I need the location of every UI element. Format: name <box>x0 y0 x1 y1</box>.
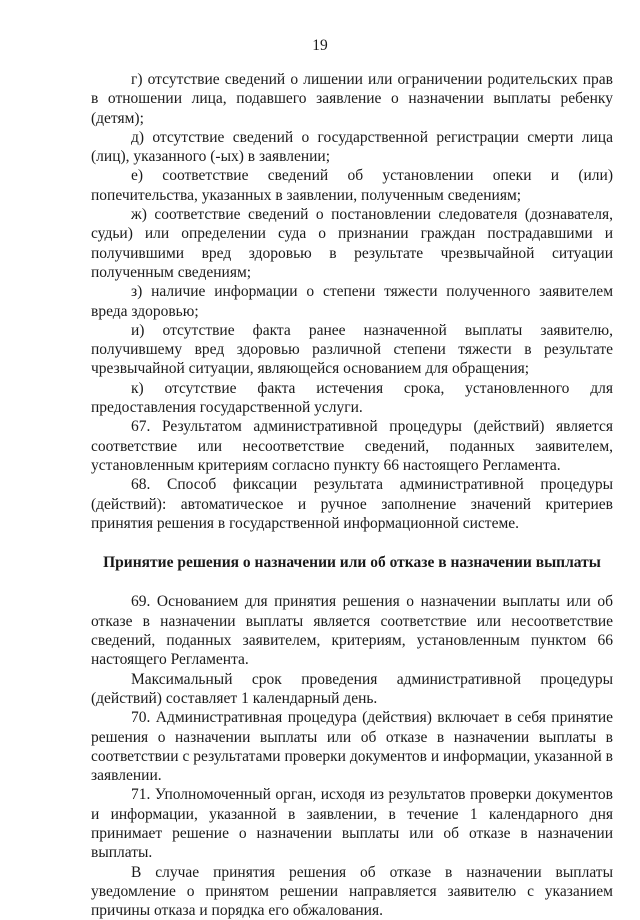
paragraph-max-term: Максимальный срок проведения административной процедуры (действий) составляет 1 календарный день. <box>91 670 613 707</box>
paragraph-item-g: г) отсутствие сведений о лишении или ограничении родительских прав в отношении лица, подавшего заявление о назначении выплаты ребенку (детям); <box>91 71 613 127</box>
paragraph-item-z: з) наличие информации о степени тяжести полученного заявителем вреда здоровью; <box>91 283 613 320</box>
paragraph-refusal-notice: В случае принятия решения об отказе в назначении выплаты уведомление о принятом решении направляется заявителю с указанием причины отказа и порядка его обжалования. <box>91 863 613 920</box>
paragraph-69: 69. Основанием для принятия решения о назначении выплаты или об отказе в назначении выплаты является соответствие или несоответствие сведений, поданных заявителем, критериям, установленным пунктом 66 настоящего Регламента. <box>91 593 613 669</box>
paragraph-70: 70. Административная процедура (действия) включает в себя принятие решения о назначении выплаты или об отказе в назначении выплаты в соответствии с результатами проверки документов и информации, указанной в заявлении. <box>91 709 613 785</box>
paragraph-71: 71. Уполномоченный орган, исходя из результатов проверки документов и информации, указанной в заявлении, в течение 1 календарного дня принимает решение о назначении выплаты или об отказе в назначении выплаты. <box>91 786 613 862</box>
document-body <box>91 70 613 920</box>
paragraph-67: 67. Результатом административной процедуры (действий) является соответствие или несоответствие сведений, поданных заявителем, установленным критериям согласно пункту 66 настоящего Регламента. <box>91 418 613 474</box>
page-number: 19 <box>312 37 328 54</box>
section-heading: Принятие решения о назначении или об отказе в назначении выплаты <box>103 554 601 572</box>
paragraph-item-zh: ж) соответствие сведений о постановлении следователя (дознавателя, судьи) или определении суда о признании граждан пострадавшими и получившими вред здоровью в результате чрезвычайной ситуации полученным сведениям; <box>91 206 613 281</box>
paragraph-item-e: е) соответствие сведений об установлении опеки и (или) попечительства, указанных в заявлении, полученным сведениям; <box>91 167 613 204</box>
paragraph-item-i: и) отсутствие факта ранее назначенной выплаты заявителю, получившему вред здоровью различной степени тяжести в результате чрезвычайной ситуации, являющейся основанием для обращения; <box>91 321 613 378</box>
paragraph-68: 68. Способ фиксации результата административной процедуры (действий): автоматическое и ручное заполнение значений критериев принятия решения в государственной информационной системе. <box>91 476 613 532</box>
paragraph-item-k: к) отсутствие факта истечения срока, установленного для предоставления государственной услуги. <box>91 379 613 417</box>
paragraph-item-d: д) отсутствие сведений о государственной регистрации смерти лица (лиц), указанного (-ых) в заявлении; <box>91 128 613 166</box>
